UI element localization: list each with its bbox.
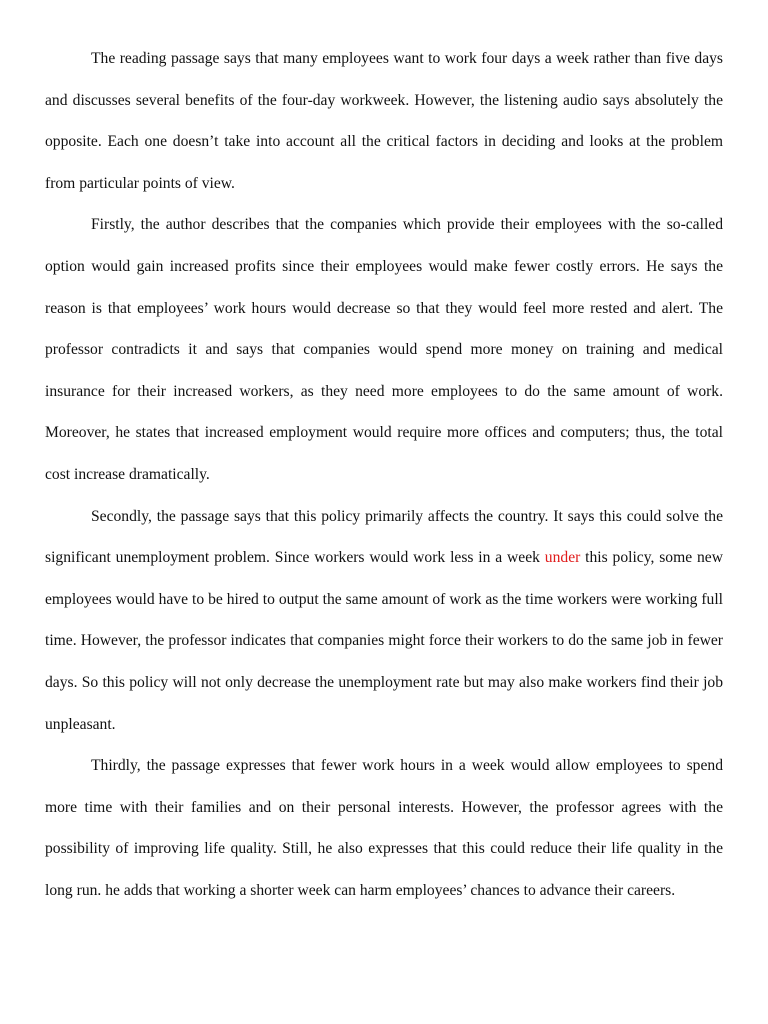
paragraph-firstly: Firstly, the author describes that the companies which provide their employees with the so-called option would gain increased profits since their employees would make fewer costly errors. He says the reason is that employees’ work hours would decrease so that they would feel more rested and alert. The professor contradicts it and says that companies would spend more money on training and medical insurance for their increased workers, as they need more employees to do the same amount of work. Moreover, he states that increased employment would require more offices and computers; thus, the total cost increase dramatically.	[45, 216, 723, 483]
document-page	[45, 38, 723, 911]
paragraph-secondly-text-before: Secondly, the passage says that this policy primarily affects the country. It says this could solve the significant unemployment problem. Since workers would work less in a week	[45, 507, 723, 567]
paragraph-thirdly: Thirdly, the passage expresses that fewer work hours in a week would allow employees to spend more time with their families and on their personal interests. However, the professor agrees with the possibility of improving life quality. Still, he also expresses that this could reduce their life quality in the long run. he adds that working a shorter week can harm employees’ chances to advance their careers.	[45, 757, 723, 899]
paragraph-secondly	[45, 496, 723, 746]
paragraph-intro: The reading passage says that many employees want to work four days a week rather than five days and discusses several benefits of the four-day workweek. However, the listening audio says absolutely the opposite. Each one doesn’t take into account all the critical factors in deciding and looks at the problem from particular points of view.	[45, 50, 723, 192]
highlighted-word: under	[544, 549, 581, 567]
paragraph-secondly-text-after: this policy, some new employees would have to be hired to output the same amount of work as the time workers were working full time. However, the professor indicates that companies might force their workers to do the same job in fewer days. So this policy will not only decrease the unemployment rate but may also make workers find their job unpleasant.	[45, 549, 723, 733]
